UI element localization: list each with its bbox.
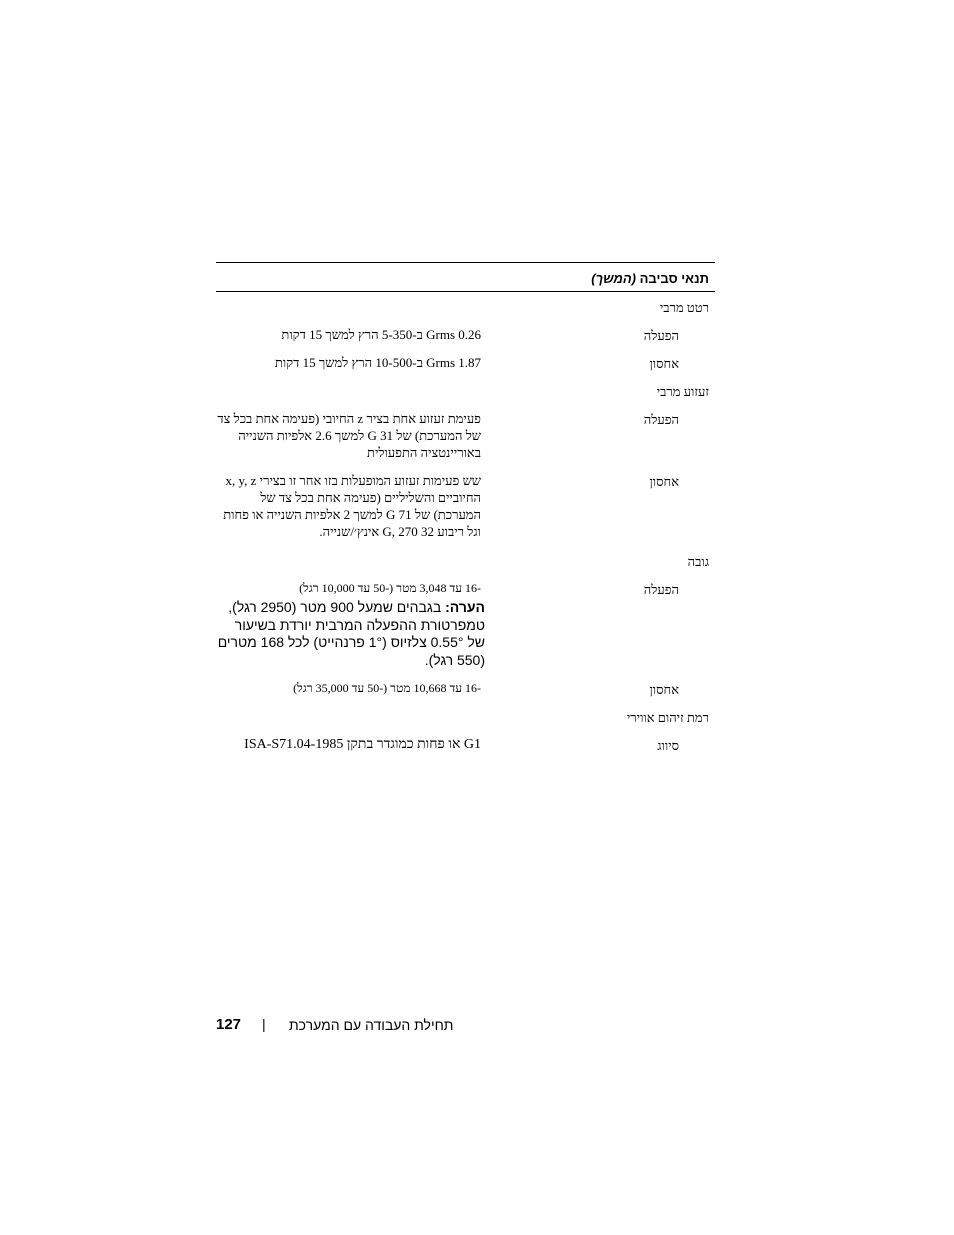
row-label-altitude-operating: הפעלה — [643, 582, 679, 597]
footer-separator: | — [262, 1016, 266, 1032]
row-label-shock-operating: הפעלה — [643, 412, 679, 427]
row-value-contaminant-class: G1 או פחות כמוגדר בתקן ISA-S71.04-1985 — [244, 737, 481, 752]
row-value-vibration-storage: 1.87 Grms ב-10-500 הרץ למשך 15 דקות — [274, 355, 481, 370]
table-title-text: תנאי סביבה — [639, 271, 709, 286]
row-value-vibration-operating: 0.26 Grms ב-5-350 הרץ למשך 15 דקות — [281, 327, 481, 342]
section-label-shock: זעזוע מרבי — [656, 384, 709, 399]
section-label-altitude: גובה — [687, 554, 709, 569]
altitude-note — [216, 599, 485, 669]
section-label-airborne-contaminant: רמת זיהום אווירי — [626, 710, 709, 725]
row-value-shock-storage: שש פעימות זעזוע המופעלות בזו אחר זו בצירי x, y, z החיוביים והשליליים (פעימה אחת בכל צד של המערכת) של 71 G למשך 2 אלפיות השנייה או פחות וגל ריבוע 32 G, 270 אינץ׳/שנייה. — [223, 473, 481, 539]
row-label-vibration-storage: אחסון — [649, 356, 679, 371]
page-number: 127 — [216, 1016, 242, 1033]
section-label-vibration: רטט מרבי — [659, 300, 709, 315]
row-value-altitude-operating: -16 עד 3,048 מטר (-50 עד 10,000 רגל) — [299, 581, 481, 595]
row-label-vibration-operating: הפעלה — [643, 328, 679, 343]
environmental-table — [216, 262, 715, 792]
note-label: הערה: — [445, 599, 485, 615]
row-label-contaminant-class: סיווג — [657, 738, 679, 753]
note-text: בגבהים שמעל 900 מטר (2950 רגל), טמפרטורת ההפעלה המרבית יורדת בשיעור של 0.55° צלזיוס (1° פרנהייט) לכל 168 מטרים (550 רגל). — [217, 599, 485, 668]
table-header — [216, 263, 715, 291]
table-title — [591, 271, 709, 286]
footer-chapter-title: תחילת העבודה עם המערכת — [289, 1017, 454, 1033]
row-label-shock-storage: אחסון — [649, 474, 679, 489]
row-value-altitude-storage: -16 עד 10,668 מטר (-50 עד 35,000 רגל) — [293, 681, 481, 695]
page-footer — [216, 1015, 715, 1037]
row-label-altitude-storage: אחסון — [649, 682, 679, 697]
row-value-shock-operating: פעימת זעזוע אחת בציר z החיובי (פעימה אחת בכל צד של המערכת) של 31 G למשך 2.6 אלפיות השנייה באוריינטציה התפעולית — [217, 411, 481, 460]
table-body — [216, 292, 715, 792]
table-title-continued: (המשך) — [591, 271, 636, 286]
